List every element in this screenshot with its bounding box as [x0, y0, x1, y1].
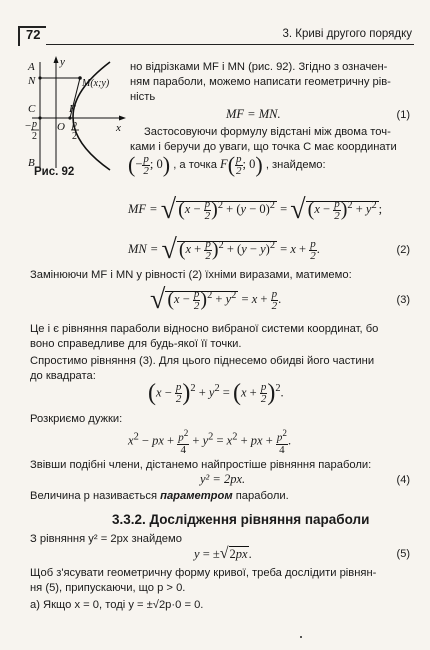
label-n: N	[28, 75, 36, 87]
section-heading: 3.3.2. Дослідження рівняння параболи	[112, 512, 370, 527]
text-line-13: Звівши подібні члени, дістанемо найпростіше рівняння параболи:	[30, 459, 372, 471]
equation-1: MF = MN.	[226, 107, 281, 121]
equation-5-number: (5)	[396, 548, 410, 560]
label-f: F	[69, 103, 76, 115]
text-line-15: З рівняння y² = 2px знайдемо	[30, 533, 182, 545]
equation-2-number: (2)	[396, 244, 410, 256]
equation-4: y² = 2px.	[200, 472, 246, 486]
x-axis-arrow	[119, 116, 126, 121]
label-y: y	[60, 56, 65, 68]
frac-p-2: p	[236, 152, 242, 165]
header-rule	[46, 44, 414, 45]
point-c	[38, 116, 41, 119]
point-n	[38, 76, 41, 79]
equation-3-number: (3)	[396, 294, 410, 306]
label-2-right: 2	[72, 131, 77, 142]
label-o: O	[57, 121, 65, 133]
label-x: x	[116, 122, 121, 134]
equation-mf: MF = √ (x − $\frac{p}{2}$ )$^2 + (y - 0)^2$ = √ (x − $\frac{p}{2}$ )$^2 + y^2$ ;	[128, 194, 383, 225]
equation-mn: MN = √ (x + $\frac{p}{2}$ )$^2 + (y - y)^2 = x$ + $\frac{p}{2}$ .	[128, 234, 320, 265]
text-line-4: Застосовуючи формулу відстані між двома точ-	[144, 126, 391, 138]
y-axis-arrow	[54, 56, 59, 63]
coord-text-a: , а точка	[173, 158, 217, 171]
coordinates-line: (− $\frac{p}{2}$ ; 0) , а точка F( $\frac{p}{2}$ ; 0) , знайдемо:	[128, 152, 326, 177]
equation-3: √ (x − $\frac{p}{2}$ )$^2 + y^2 = x$ + $\frac{p}{2}$ .	[150, 284, 282, 315]
coord-text-b: , знайдемо:	[265, 158, 326, 171]
text-line-14	[30, 489, 289, 503]
equation-squared: (x − $\frac{p}{2}$ )$^2 + y^2 = (x$ + $\frac{p}{2}$ )$^2$.	[148, 380, 284, 406]
text-line-5: ками і беручи до уваги, що точка C має координати	[130, 141, 397, 153]
equation-expanded: $x^2$ − px + $\frac{p^2}{4}$ + $y^2 = x^2$ + px + $\frac{p^2}{4}$ .	[128, 428, 292, 456]
equation-1-number: (1)	[396, 109, 410, 121]
text-line-12: Розкриємо дужки:	[30, 413, 123, 425]
text-line-17: ня (5), припускаючи, що p > 0.	[30, 582, 186, 594]
label-p-right: p	[72, 119, 77, 130]
frac-2-2: 2	[236, 164, 242, 177]
text-line-2: ням параболи, можемо написати геометричну рів-	[130, 76, 391, 88]
equation-5: y = ±√2px.	[194, 545, 252, 562]
label-a: A	[28, 61, 35, 73]
text-line-10: Спростимо рівняння (3). Для цього піднесемо обидві його частини	[30, 355, 375, 367]
print-speck	[300, 636, 302, 638]
text-line-14-a: Величина p називається	[30, 490, 158, 502]
page-number: 72	[26, 27, 41, 42]
text-line-7: Замінюючи MF і MN у рівності (2) їхніми виразами, матимемо:	[30, 269, 352, 281]
label-m: M(x;y)	[82, 78, 110, 89]
figure-caption: Рис. 92	[34, 166, 75, 178]
term-parameter: параметром	[160, 490, 233, 502]
frac-p: p	[143, 152, 149, 165]
label-2-left: 2	[32, 131, 37, 142]
text-line-1: но відрізками MF і MN (рис. 92). Згідно з означен-	[130, 61, 388, 73]
chapter-title: 3. Криві другого порядку	[282, 28, 412, 40]
label-b: B	[28, 157, 35, 169]
eq-mn-label: MN =	[128, 241, 159, 256]
label-minus: −	[25, 120, 32, 132]
label-c: C	[28, 103, 36, 115]
text-line-9: воно справедливе для будь-якої її точки.	[30, 338, 242, 350]
text-line-3: ність	[130, 91, 156, 103]
frac-2: 2	[143, 164, 149, 177]
text-line-18: а) Якщо x = 0, тоді y = ±√2p·0 = 0.	[30, 599, 204, 611]
text-line-11: до квадрата:	[30, 370, 96, 382]
text-line-14-c: параболи.	[235, 490, 289, 502]
label-p-left: p	[32, 119, 37, 130]
text-line-16: Щоб з'ясувати геометричну форму кривої, треба дослідити рівнян-	[30, 567, 377, 579]
parabola-figure	[24, 56, 128, 174]
equation-4-number: (4)	[396, 474, 410, 486]
text-line-8: Це і є рівняння параболи відносно вибраної системи координат, бо	[30, 323, 379, 335]
eq-mf-label: MF =	[128, 201, 158, 216]
